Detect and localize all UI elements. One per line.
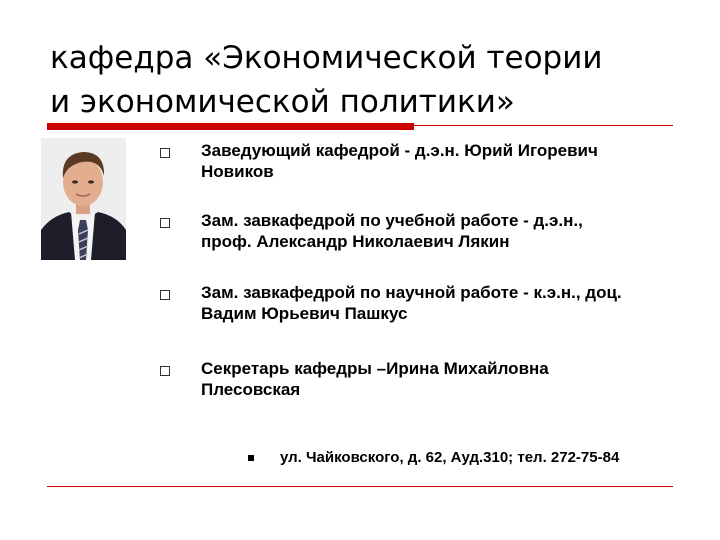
staff-secretary-text xyxy=(201,358,701,400)
staff-deputy-research-text xyxy=(201,282,701,324)
staff-line-2: Плесовская xyxy=(201,380,301,399)
slide-title xyxy=(50,36,710,124)
portrait-image xyxy=(41,138,126,260)
title-line-2: и экономической политики» xyxy=(50,84,515,120)
hollow-square-bullet-icon xyxy=(160,218,170,228)
staff-line-1: Зам. завкафедрой по учебной работе - д.э.н., xyxy=(201,211,583,230)
title-underline-thick xyxy=(47,123,414,130)
staff-line-2: проф. Александр Николаевич Лякин xyxy=(201,232,510,251)
staff-line-2: Новиков xyxy=(201,162,274,181)
hollow-square-bullet-icon xyxy=(160,148,170,158)
title-line-1: кафедра «Экономической теории xyxy=(50,40,603,76)
staff-line-2: Вадим Юрьевич Пашкус xyxy=(201,304,408,323)
contact-address-text: ул. Чайковского, д. 62, Ауд.310; тел. 272-75-84 xyxy=(280,449,620,466)
hollow-square-bullet-icon xyxy=(160,366,170,376)
head-of-department-photo xyxy=(41,138,126,260)
staff-deputy-teaching-text xyxy=(201,210,701,252)
filled-square-bullet-icon xyxy=(248,455,254,461)
staff-line-1: Секретарь кафедры –Ирина Михайловна xyxy=(201,359,549,378)
bottom-divider xyxy=(47,486,673,487)
staff-line-1: Зам. завкафедрой по научной работе - к.э.н., доц. xyxy=(201,283,622,302)
staff-head-text xyxy=(201,140,701,182)
staff-line-1: Заведующий кафедрой - д.э.н. Юрий Игоревич xyxy=(201,141,598,160)
hollow-square-bullet-icon xyxy=(160,290,170,300)
